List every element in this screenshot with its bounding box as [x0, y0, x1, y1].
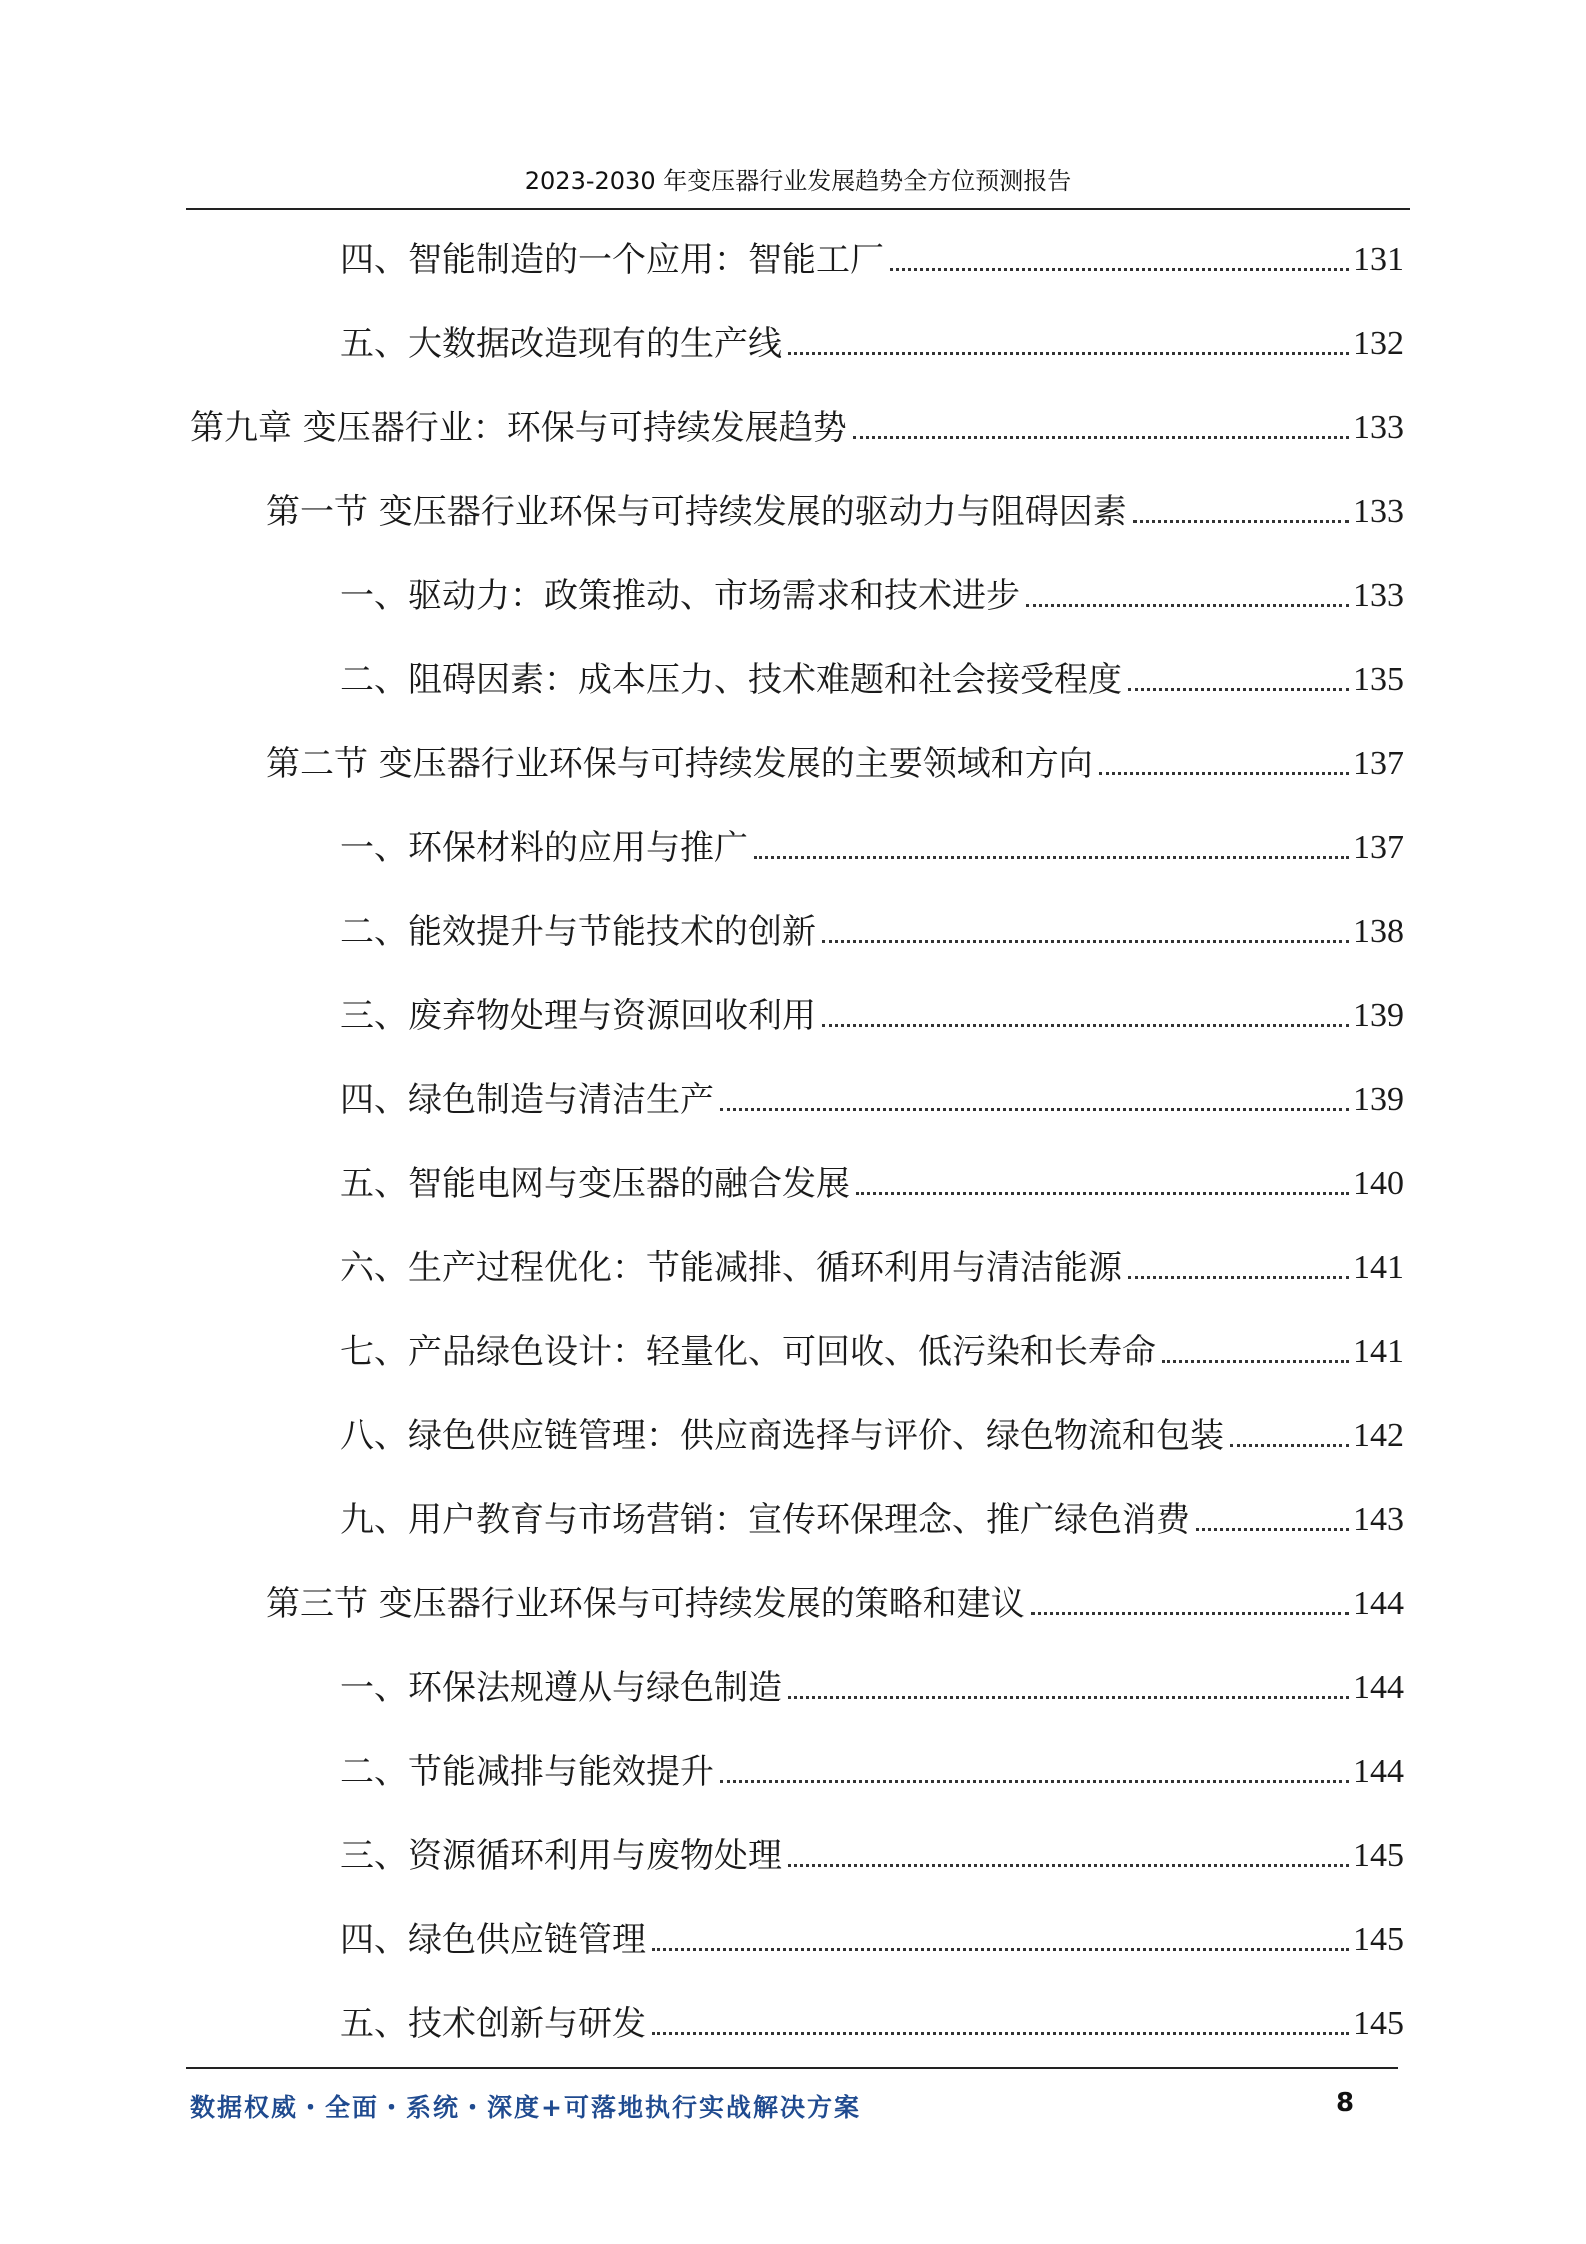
toc-entry-title: 第三节 变压器行业环保与可持续发展的策略和建议 — [266, 1584, 1025, 1624]
toc-entry-item[interactable] — [340, 1740, 1404, 1792]
toc-entry-page: 140 — [1353, 1165, 1404, 1202]
toc-entry-item[interactable] — [340, 228, 1404, 280]
toc-entry-page: 145 — [1353, 2005, 1404, 2042]
toc-entry-item[interactable] — [340, 1404, 1404, 1456]
toc-entry-page: 144 — [1353, 1585, 1404, 1622]
toc-entry-item[interactable] — [340, 900, 1404, 952]
toc-entry-title: 第一节 变压器行业环保与可持续发展的驱动力与阻碍因素 — [266, 492, 1127, 532]
toc-entry-page: 133 — [1353, 409, 1404, 446]
toc-dot-leader — [788, 352, 1349, 355]
toc-dot-leader — [1230, 1444, 1349, 1447]
toc-entry-page: 141 — [1353, 1249, 1404, 1286]
toc-dot-leader — [652, 1948, 1349, 1951]
toc-dot-leader — [788, 1864, 1349, 1867]
toc-dot-leader — [822, 940, 1349, 943]
toc-entry-title: 五、大数据改造现有的生产线 — [340, 324, 782, 364]
toc-entry-page: 132 — [1353, 325, 1404, 362]
toc-entry-title: 三、资源循环利用与废物处理 — [340, 1836, 782, 1876]
footer-divider — [186, 2067, 1398, 2069]
toc-dot-leader — [1128, 1276, 1349, 1279]
toc-entry-page: 135 — [1353, 661, 1404, 698]
toc-entry-title: 一、驱动力：政策推动、市场需求和技术进步 — [340, 576, 1020, 616]
toc-entry-item[interactable] — [340, 1320, 1404, 1372]
toc-entry-item[interactable] — [340, 1152, 1404, 1204]
toc-entry-item[interactable] — [340, 564, 1404, 616]
toc-entry-title: 四、绿色供应链管理 — [340, 1920, 646, 1960]
toc-entry-page: 137 — [1353, 829, 1404, 866]
toc-entry-item[interactable] — [340, 1488, 1404, 1540]
toc-dot-leader — [1128, 688, 1349, 691]
toc-dot-leader — [652, 2032, 1349, 2035]
toc-dot-leader — [720, 1780, 1349, 1783]
toc-entry-item[interactable] — [340, 312, 1404, 364]
toc-entry-item[interactable] — [340, 1236, 1404, 1288]
toc-entry-page: 144 — [1353, 1669, 1404, 1706]
toc-entry-title: 三、废弃物处理与资源回收利用 — [340, 996, 816, 1036]
toc-entry-title: 五、技术创新与研发 — [340, 2004, 646, 2044]
toc-entry-page: 143 — [1353, 1501, 1404, 1538]
toc-entry-title: 四、绿色制造与清洁生产 — [340, 1080, 714, 1120]
toc-entry-title: 第九章 变压器行业：环保与可持续发展趋势 — [190, 408, 847, 448]
toc-dot-leader — [853, 436, 1349, 439]
toc-dot-leader — [1026, 604, 1349, 607]
toc-dot-leader — [1133, 520, 1349, 523]
toc-dot-leader — [856, 1192, 1349, 1195]
toc-entry-title: 二、节能减排与能效提升 — [340, 1752, 714, 1792]
toc-entry-item[interactable] — [340, 1656, 1404, 1708]
toc-entry-item[interactable] — [340, 984, 1404, 1036]
toc-entry-section[interactable] — [266, 480, 1404, 532]
toc-entry-title: 四、智能制造的一个应用：智能工厂 — [340, 240, 884, 280]
toc-entry-page: 144 — [1353, 1753, 1404, 1790]
toc-entry-title: 二、阻碍因素：成本压力、技术难题和社会接受程度 — [340, 660, 1122, 700]
toc-entry-page: 145 — [1353, 1921, 1404, 1958]
page-number: 8 — [1336, 2088, 1355, 2118]
toc-entry-page: 133 — [1353, 577, 1404, 614]
toc-entry-title: 六、生产过程优化：节能减排、循环利用与清洁能源 — [340, 1248, 1122, 1288]
toc-entry-page: 145 — [1353, 1837, 1404, 1874]
toc-entry-page: 139 — [1353, 997, 1404, 1034]
toc-dot-leader — [1196, 1528, 1349, 1531]
footer-slogan: 数据权威・全面・系统・深度+可落地执行实战解决方案 — [190, 2093, 861, 2122]
toc-entry-title: 九、用户教育与市场营销：宣传环保理念、推广绿色消费 — [340, 1500, 1190, 1540]
toc-entry-chapter[interactable] — [190, 396, 1404, 448]
toc-entry-title: 八、绿色供应链管理：供应商选择与评价、绿色物流和包装 — [340, 1416, 1224, 1456]
toc-dot-leader — [890, 268, 1349, 271]
toc-entry-title: 一、环保材料的应用与推广 — [340, 828, 748, 868]
toc-entry-item[interactable] — [340, 1908, 1404, 1960]
toc-entry-page: 138 — [1353, 913, 1404, 950]
toc-dot-leader — [720, 1108, 1349, 1111]
toc-dot-leader — [1099, 772, 1349, 775]
toc-entry-page: 131 — [1353, 241, 1404, 278]
report-title: 2023-2030 年变压器行业发展趋势全方位预测报告 — [524, 167, 1072, 195]
toc-entry-title: 五、智能电网与变压器的融合发展 — [340, 1164, 850, 1204]
toc-entry-title: 一、环保法规遵从与绿色制造 — [340, 1668, 782, 1708]
toc-dot-leader — [822, 1024, 1349, 1027]
toc-dot-leader — [1031, 1612, 1349, 1615]
toc-entry-item[interactable] — [340, 1068, 1404, 1120]
toc-dot-leader — [788, 1696, 1349, 1699]
toc-entry-page: 141 — [1353, 1333, 1404, 1370]
toc-entry-item[interactable] — [340, 648, 1404, 700]
toc-entry-item[interactable] — [340, 1824, 1404, 1876]
toc-entry-item[interactable] — [340, 816, 1404, 868]
toc-entry-page: 139 — [1353, 1081, 1404, 1118]
toc-entry-title: 二、能效提升与节能技术的创新 — [340, 912, 816, 952]
toc-entry-item[interactable] — [340, 1992, 1404, 2044]
toc-entry-section[interactable] — [266, 732, 1404, 784]
toc-dot-leader — [1162, 1360, 1349, 1363]
toc-entry-title: 七、产品绿色设计：轻量化、可回收、低污染和长寿命 — [340, 1332, 1156, 1372]
toc-dot-leader — [754, 856, 1349, 859]
toc-entry-page: 142 — [1353, 1417, 1404, 1454]
toc-entry-section[interactable] — [266, 1572, 1404, 1624]
toc-entry-page: 133 — [1353, 493, 1404, 530]
toc-entry-page: 137 — [1353, 745, 1404, 782]
toc-entry-title: 第二节 变压器行业环保与可持续发展的主要领域和方向 — [266, 744, 1093, 784]
